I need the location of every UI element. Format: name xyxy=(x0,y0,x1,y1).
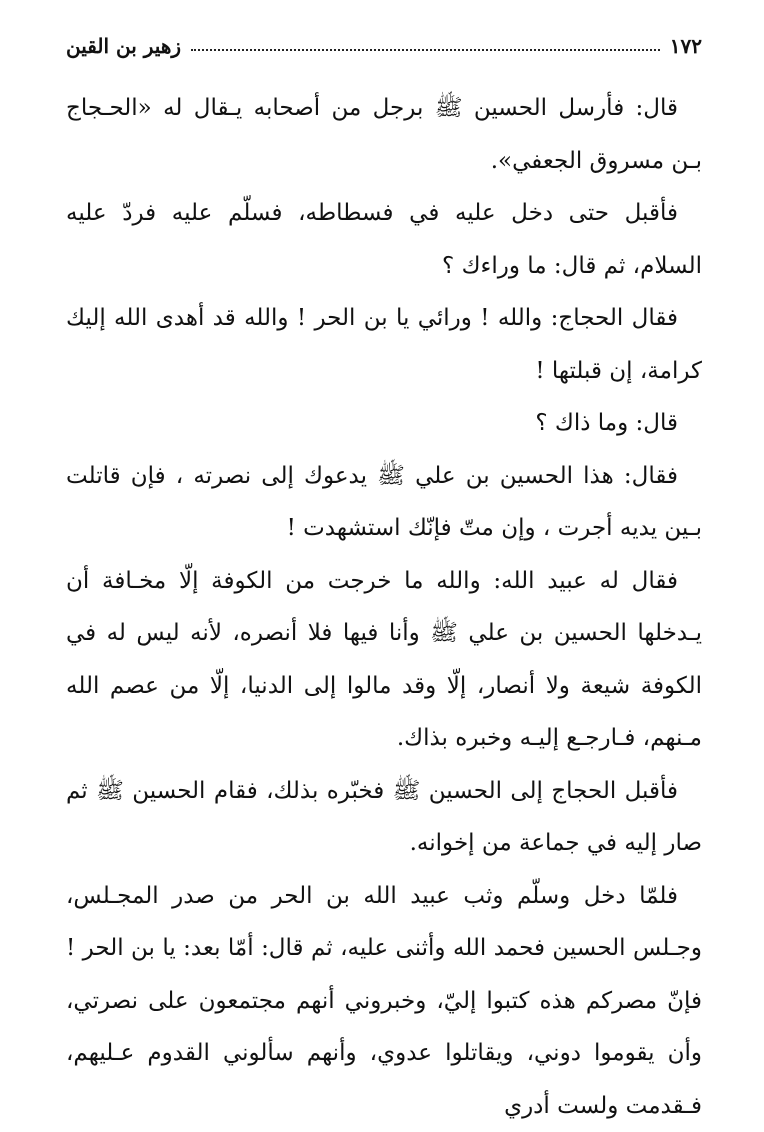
paragraph: فقال الحجاج: والله ! ورائي يا بن الحر ! والله قد أهدى الله إليك كرامة، إن قبلتها ! xyxy=(66,292,702,397)
paragraph: فقال: هذا الحسين بن علي ﷺ يدعوك إلى نصرته ، فإن قاتلت بـين يديه أجرت ، وإن متّ فإنّك استشهدت ! xyxy=(66,450,702,555)
page-header xyxy=(66,28,702,64)
header-dotted-leader xyxy=(191,49,660,51)
paragraph: قال: فأرسل الحسين ﷺ برجل من أصحابه يـقال له «الحـجاج بـن مسروق الجعفي». xyxy=(66,82,702,187)
body-text xyxy=(66,82,702,1132)
paragraph: قال: وما ذاك ؟ xyxy=(66,397,702,450)
running-title: زهير بن القين xyxy=(66,34,181,58)
paragraph: فلمّا دخل وسلّم وثب عبيد الله بن الحر من صدر المجـلس، وجـلس الحسين فحمد الله وأثنى عليه، ثم قال: أمّا بعد: يا بن الحر ! فإنّ مصركم هذه كتبوا إليّ، وخبروني أنهم مجتمعون على نصرتي، وأن يقوموا دوني، ويقاتلوا عدوي، وأنهم سألوني القدوم عـليهم، فـقدمت ولست أدري xyxy=(66,870,702,1132)
paragraph: فأقبل الحجاج إلى الحسين ﷺ فخبّره بذلك، فقام الحسين ﷺ ثم صار إليه في جماعة من إخوانه. xyxy=(66,765,702,870)
paragraph: فأقبل حتى دخل عليه في فسطاطه، فسلّم عليه فردّ عليه السلام، ثم قال: ما وراءك ؟ xyxy=(66,187,702,292)
paragraph: فقال له عبيد الله: والله ما خرجت من الكوفة إلّا مخـافة أن يـدخلها الحسين بن علي ﷺ وأنا فيها فلا أنصره، لأنه ليس له في الكوفة شيعة ولا أنصار، إلّا وقد مالوا إلى الدنيا، إلّا من عصم الله مـنهم، فـارجـع إليـه وخبره بذاك. xyxy=(66,555,702,765)
page-number: ١٧٢ xyxy=(670,34,702,58)
